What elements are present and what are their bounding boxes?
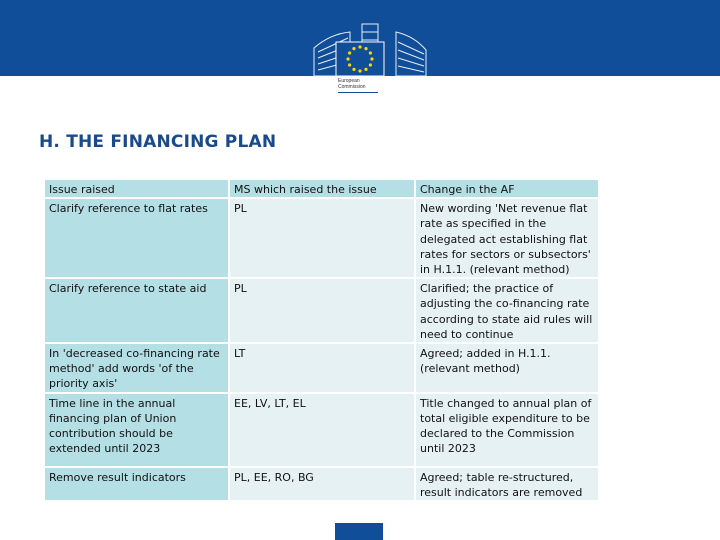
european-commission-logo (310, 18, 430, 100)
table-row (45, 468, 598, 500)
change-cell: New wording 'Net revenue flat rate as specified in the delegated act establishing flat rates for sectors or subsectors' in H.1.1. (relevant method) (416, 199, 598, 277)
ms-cell: EE, LV, LT, EL (230, 394, 414, 466)
berlaymont-building-icon (310, 18, 430, 78)
ms-cell: PL (230, 199, 414, 277)
change-cell: Clarified; the practice of adjusting the co-financing rate according to state aid rules will need to continue (416, 279, 598, 342)
table-header-row (45, 180, 598, 197)
column-header-issue: Issue raised (45, 180, 228, 197)
table-row (45, 199, 598, 277)
issue-cell: Clarify reference to flat rates (45, 199, 228, 277)
logo-text-panel (334, 76, 392, 116)
ms-cell: LT (230, 344, 414, 392)
table-row (45, 394, 598, 466)
column-header-change: Change in the AF (416, 180, 598, 197)
logo-underline (338, 92, 378, 93)
issue-cell: Clarify reference to state aid (45, 279, 228, 342)
change-cell: Agreed; added in H.1.1. (relevant method) (416, 344, 598, 392)
table-row (45, 279, 598, 342)
change-cell: Agreed; table re-structured, result indicators are removed (416, 468, 598, 500)
issue-cell: Time line in the annual financing plan of Union contribution should be extended until 2023 (45, 394, 228, 466)
financing-plan-table (43, 178, 600, 502)
page-title: H. THE FINANCING PLAN (39, 132, 277, 152)
logo-text: European Commission (338, 78, 366, 90)
change-cell: Title changed to annual plan of total eligible expenditure to be declared to the Commission until 2023 (416, 394, 598, 466)
ms-cell: PL, EE, RO, BG (230, 468, 414, 500)
footer-tab (335, 523, 383, 540)
column-header-ms: MS which raised the issue (230, 180, 414, 197)
table-row (45, 344, 598, 392)
ms-cell: PL (230, 279, 414, 342)
issue-cell: Remove result indicators (45, 468, 228, 500)
issue-cell: In 'decreased co-financing rate method' add words 'of the priority axis' (45, 344, 228, 392)
